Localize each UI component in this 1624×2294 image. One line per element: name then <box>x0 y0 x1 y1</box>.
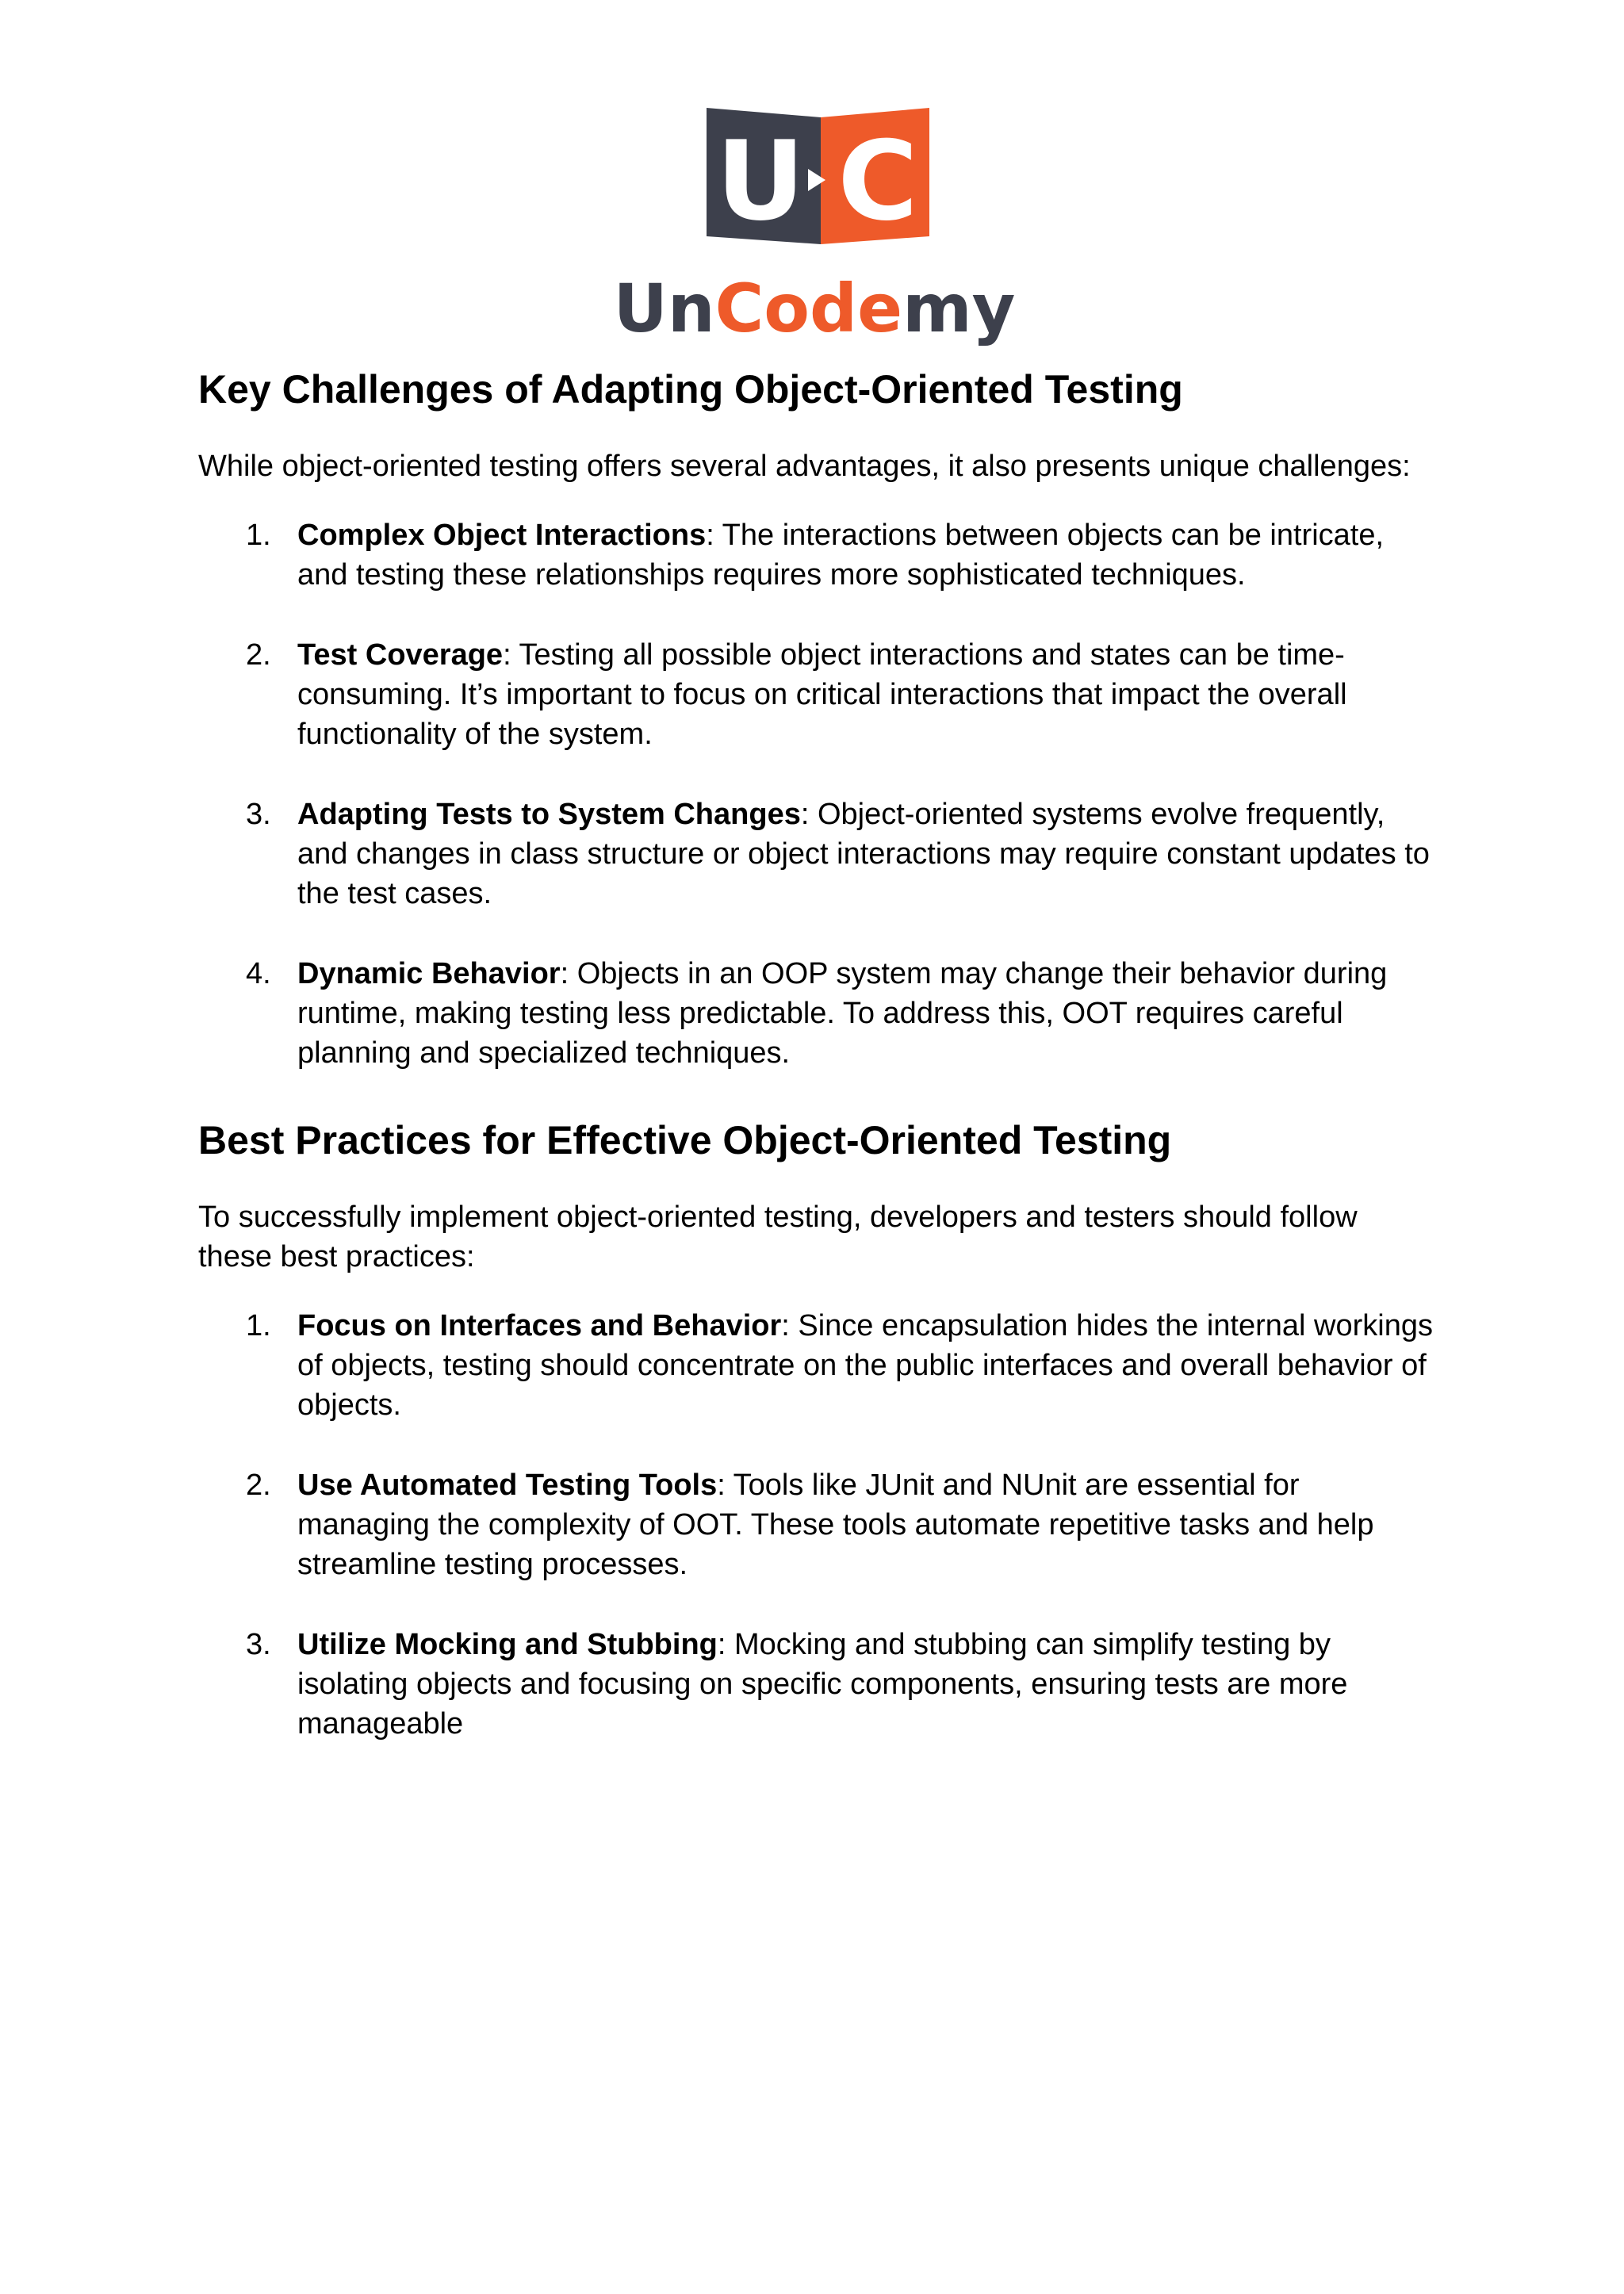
uncodemy-logo <box>613 106 1016 347</box>
list-item-number: 2. <box>246 1469 271 1502</box>
list-item <box>198 635 1435 754</box>
list-item-text: : Objects in an OOP system may change their behavior during runtime, making testing less predictable. To address this, OOT requires careful planning and specialized techniques. <box>297 957 1388 1070</box>
logo-mark-c: C <box>837 117 918 245</box>
list-item-number: 1. <box>246 1309 271 1342</box>
list-item-term: Use Automated Testing Tools <box>297 1469 718 1502</box>
list-item-term: Complex Object Interactions <box>297 519 707 552</box>
section-intro-challenges: While object-oriented testing offers several advantages, it also presents unique challenges: <box>198 450 1411 483</box>
list-item <box>198 795 1435 913</box>
list-item <box>198 1625 1435 1744</box>
list-item <box>198 1306 1435 1425</box>
list-item-term: Focus on Interfaces and Behavior <box>297 1309 782 1342</box>
section-heading-best-practices: Best Practices for Effective Object-Oriented Testing <box>198 1118 1172 1162</box>
list-item-text: : Testing all possible object interactions and states can be time-consuming. It’s important to focus on critical interactions that impact the overall functionality of the system. <box>297 638 1347 751</box>
logo-wordmark <box>614 270 1016 347</box>
list-item-number: 1. <box>246 519 271 552</box>
challenges-list <box>198 515 1435 1073</box>
list-item <box>198 954 1435 1073</box>
document-content <box>198 361 1435 1744</box>
list-item-text: : Mocking and stubbing can simplify testing by isolating objects and focusing on specific components, ensuring tests are more manageable <box>297 1628 1348 1741</box>
list-item-number: 3. <box>246 798 271 831</box>
uncodemy-logo-graphic <box>613 106 1016 347</box>
list-item-text: : Object-oriented systems evolve frequently, and changes in class structure or object interactions may require constant updates to the test cases. <box>297 798 1430 910</box>
list-item-number: 4. <box>246 957 271 990</box>
list-item <box>198 515 1435 595</box>
list-item-term: Adapting Tests to System Changes <box>297 798 801 831</box>
list-item-term: Test Coverage <box>297 638 504 672</box>
logo-wordmark-my: my <box>902 270 1016 347</box>
logo-mark-u: U <box>715 117 806 245</box>
logo-wordmark-un: Un <box>613 270 715 347</box>
section-intro-best-practices: To successfully implement object-oriented testing, developers and testers should follow these best practices: <box>198 1201 1358 1273</box>
section-heading-challenges: Key Challenges of Adapting Object-Oriented Testing <box>198 367 1183 412</box>
list-item-term: Utilize Mocking and Stubbing <box>297 1628 718 1661</box>
list-item <box>198 1465 1435 1584</box>
best-practices-list <box>198 1306 1435 1744</box>
list-item-number: 3. <box>246 1628 271 1661</box>
list-item-number: 2. <box>246 638 271 672</box>
list-item-term: Dynamic Behavior <box>297 957 561 990</box>
list-item-text: : Tools like JUnit and NUnit are essential for managing the complexity of OOT. These tools automate repetitive tasks and help streamline testing processes. <box>297 1469 1374 1581</box>
list-item-text: : The interactions between objects can be intricate, and testing these relationships requires more sophisticated techniques. <box>297 519 1385 592</box>
logo-wordmark-code: Code <box>714 270 903 347</box>
list-item-text: : Since encapsulation hides the internal workings of objects, testing should concentrate on the public interfaces and overall behavior of objects. <box>297 1309 1433 1422</box>
